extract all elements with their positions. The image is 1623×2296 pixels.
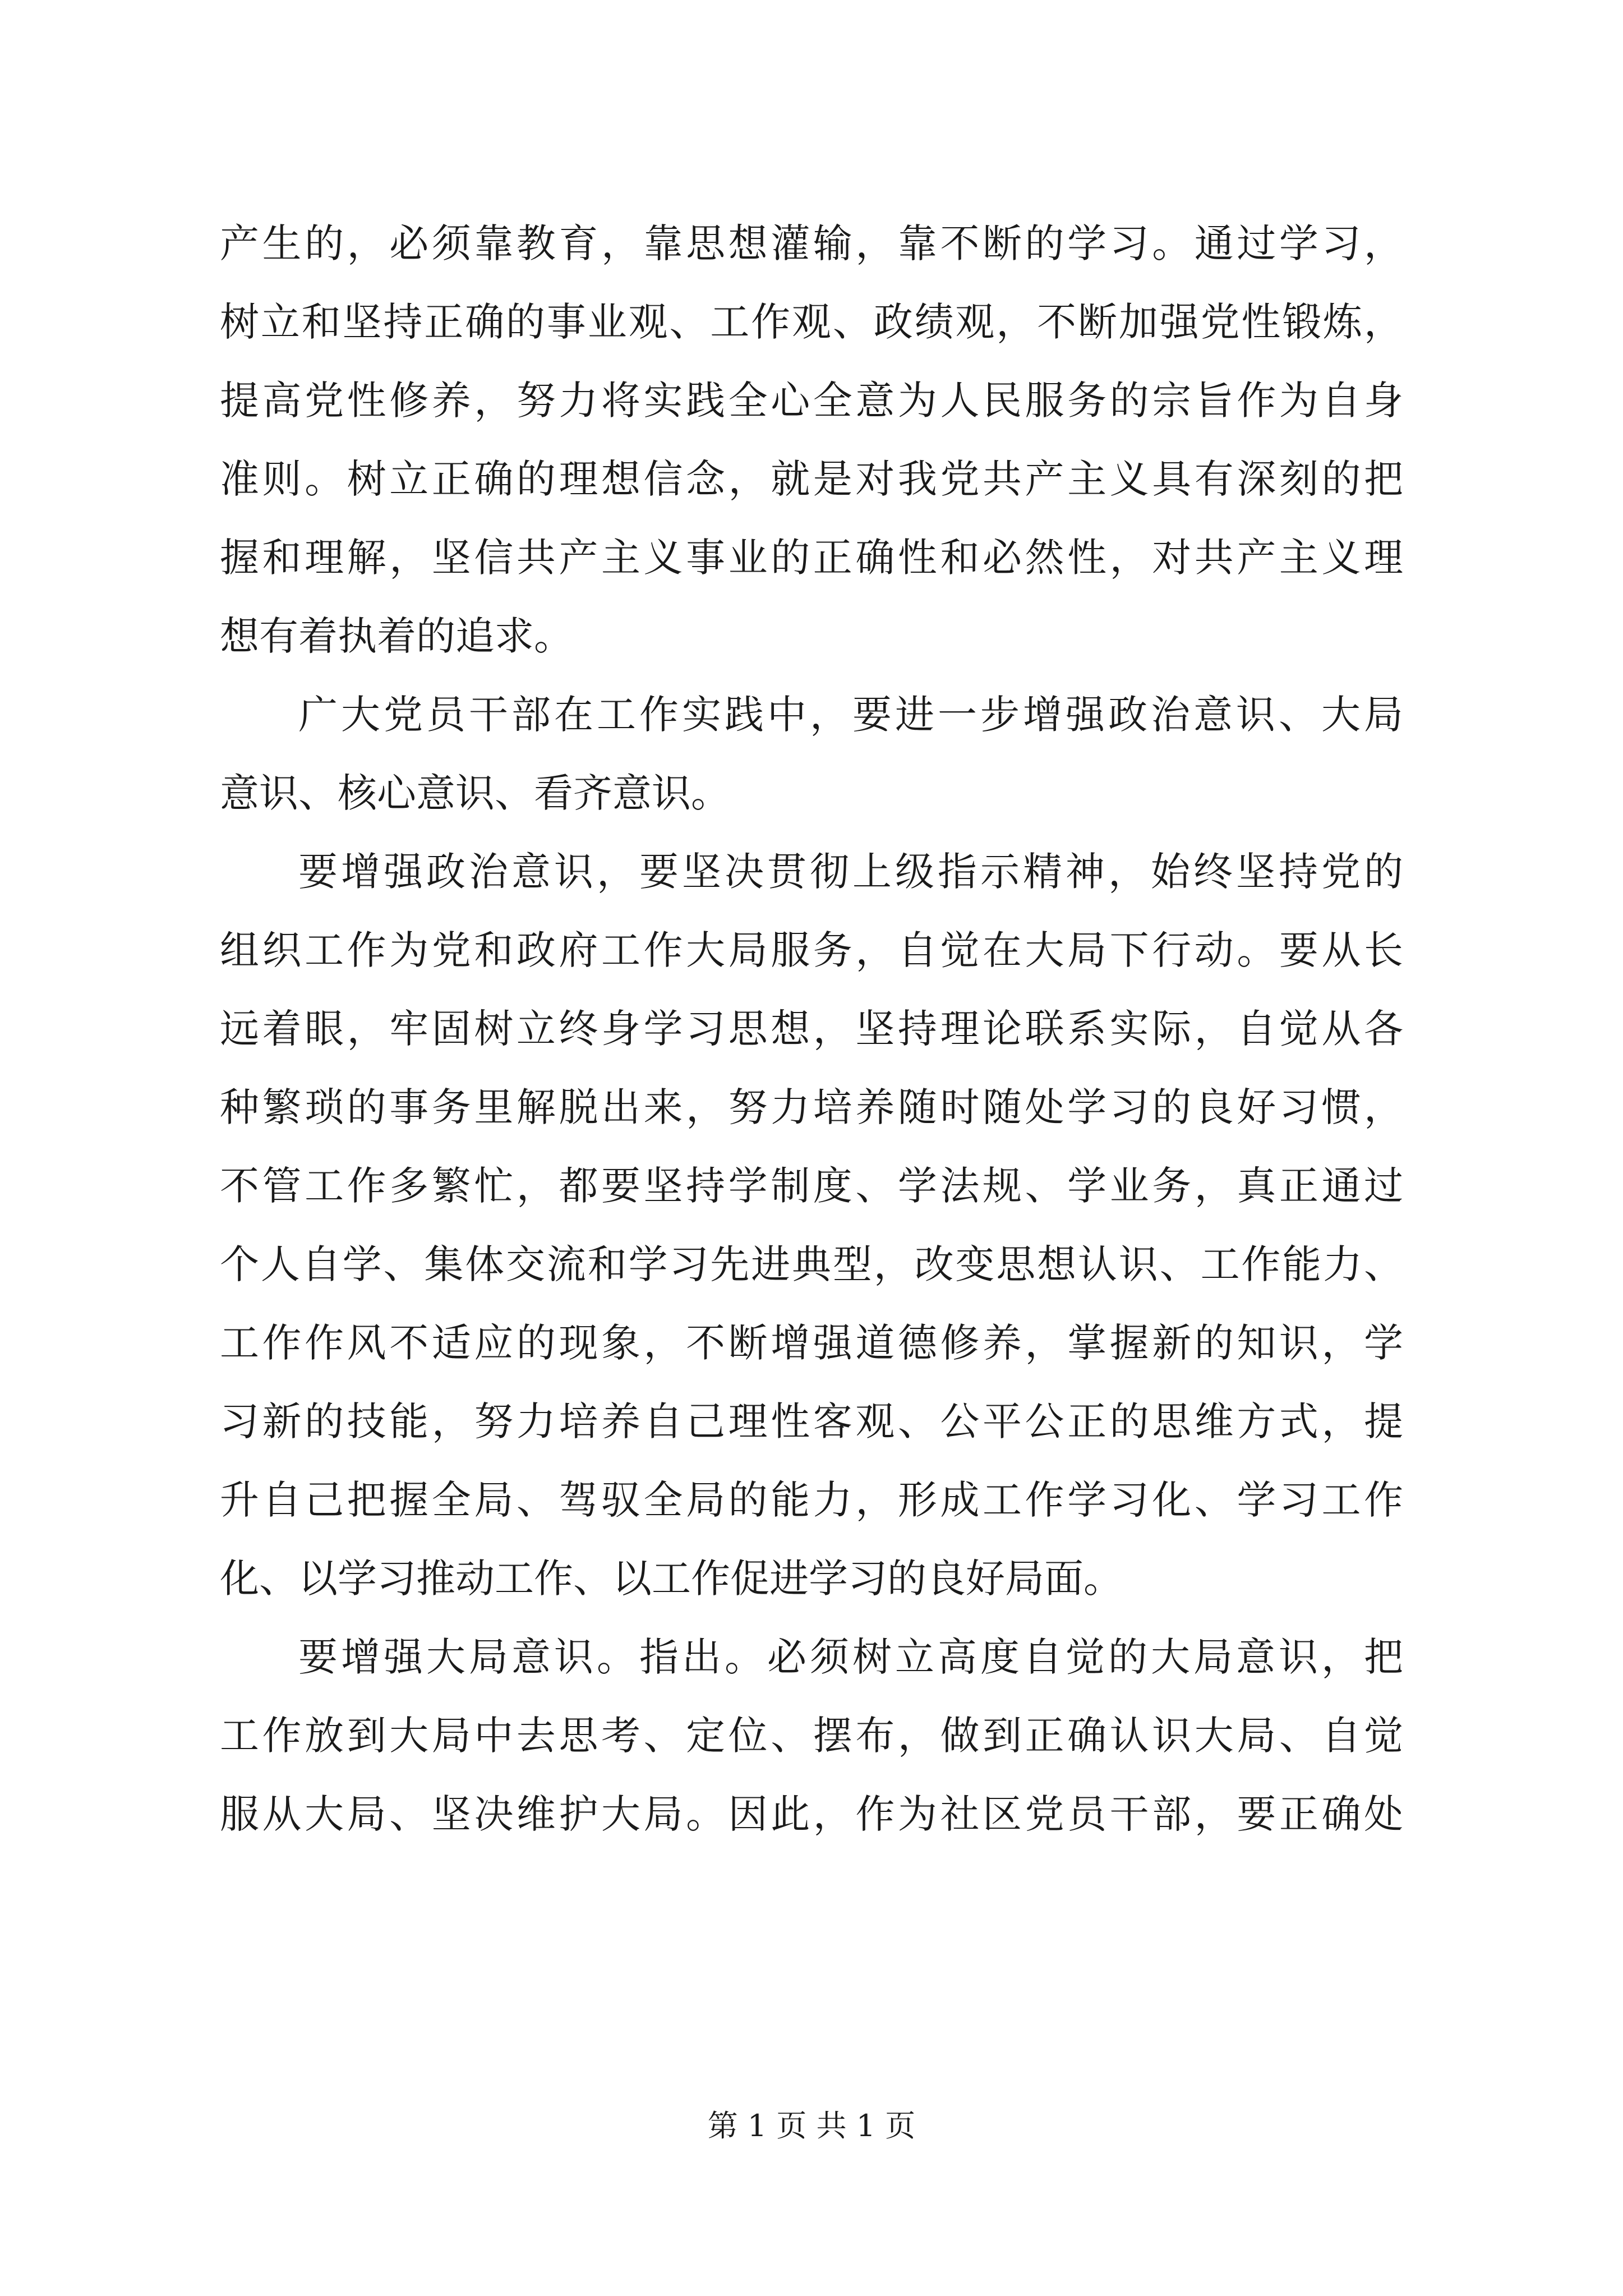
- text-line: 树立和坚持正确的事业观、工作观、政绩观，不断加强党性锻炼，: [220, 299, 1403, 345]
- text-line: 不管工作多繁忙，都要坚持学制度、学法规、学业务，真正通过: [220, 1163, 1403, 1209]
- text-line: 习新的技能，努力培养自己理性客观、公平公正的思维方式，提: [220, 1398, 1403, 1444]
- text-line: 化、以学习推动工作、以工作促进学习的良好局面。: [220, 1556, 1123, 1602]
- text-line: 要增强政治意识，要坚决贯彻上级指示精神，始终坚持党的: [298, 849, 1403, 895]
- page-footer: 第 1 页 共 1 页: [707, 2108, 916, 2143]
- text-line: 要增强大局意识。指出。必须树立高度自觉的大局意识，把: [298, 1634, 1403, 1680]
- text-line: 想有着执着的追求。: [220, 613, 573, 659]
- text-line: 个人自学、集体交流和学习先进典型，改变思想认识、工作能力、: [220, 1241, 1403, 1287]
- body-text: [220, 204, 1403, 1853]
- text-line: 提高党性修养，努力将实践全心全意为人民服务的宗旨作为自身: [220, 378, 1403, 424]
- text-line: 组织工作为党和政府工作大局服务，自觉在大局下行动。要从长: [220, 927, 1403, 973]
- text-line: 产生的，必须靠教育，靠思想灌输，靠不断的学习。通过学习，: [220, 220, 1403, 266]
- text-line: 广大党员干部在工作实践中，要进一步增强政治意识、大局: [298, 692, 1403, 738]
- text-line: 准则。树立正确的理想信念，就是对我党共产主义具有深刻的把: [220, 456, 1403, 502]
- text-line: 意识、核心意识、看齐意识。: [220, 770, 730, 816]
- text-line: 握和理解，坚信共产主义事业的正确性和必然性，对共产主义理: [220, 535, 1403, 581]
- text-line: 远着眼，牢固树立终身学习思想，坚持理论联系实际，自觉从各: [220, 1006, 1403, 1052]
- text-line: 种繁琐的事务里解脱出来，努力培养随时随处学习的良好习惯，: [220, 1084, 1403, 1130]
- text-line: 工作作风不适应的现象，不断增强道德修养，掌握新的知识，学: [220, 1320, 1403, 1366]
- text-line: 服从大局、坚决维护大局。因此，作为社区党员干部，要正确处: [220, 1791, 1403, 1837]
- text-line: 工作放到大局中去思考、定位、摆布，做到正确认识大局、自觉: [220, 1713, 1403, 1759]
- text-line: 升自己把握全局、驾驭全局的能力，形成工作学习化、学习工作: [220, 1477, 1403, 1523]
